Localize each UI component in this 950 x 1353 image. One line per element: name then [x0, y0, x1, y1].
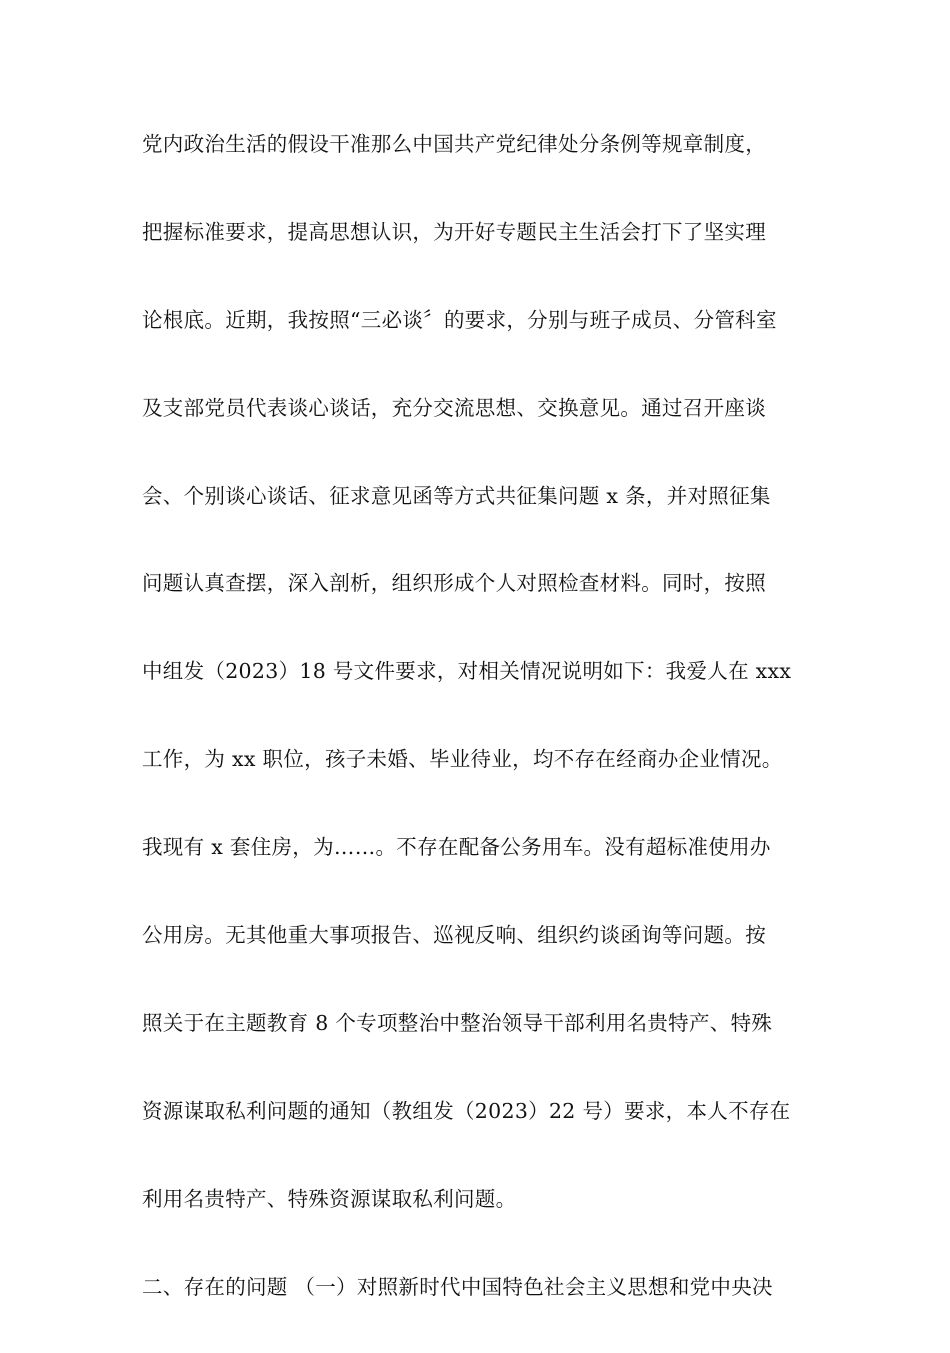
text-line: 工作，为 xx 职位，孩子未婚、毕业待业，均不存在经商办企业情况。	[142, 747, 783, 772]
text-line: 会、个别谈心谈话、征求意见函等方式共征集问题 x 条，并对照征集	[142, 483, 771, 508]
text-line: 论根底。近期，我按照“三必谈〞的要求，分别与班子成员、分管科室	[142, 307, 777, 332]
text-line: 及支部党员代表谈心谈话，充分交流思想、交换意见。通过召开座谈	[142, 395, 766, 420]
text-line: 把握标准要求，提高思想认识，为开好专题民主生活会打下了坚实理	[142, 219, 766, 244]
text-line: 中组发（2023）18 号文件要求，对相关情况说明如下：我爱人在 xxx	[142, 659, 792, 684]
text-line: 资源谋取私利问题的通知（教组发（2023）22 号）要求，本人不存在	[142, 1098, 791, 1123]
text-line: 问题认真查摆，深入剖析，组织形成个人对照检查材料。同时，按照	[142, 571, 766, 596]
text-line: 党内政治生活的假设干准那么中国共产党纪律处分条例等规章制度，	[142, 132, 766, 156]
text-line: 照关于在主题教育 8 个专项整治中整治领导干部利用名贵特产、特殊	[142, 1010, 773, 1035]
section-heading-line: 二、存在的问题 （一）对照新时代中国特色社会主义思想和党中央决	[142, 1274, 773, 1299]
text-line: 公用房。无其他重大事项报告、巡视反响、组织约谈函询等问题。按	[142, 923, 766, 948]
document-body	[142, 123, 822, 1353]
text-line: 我现有 x 套住房，为……。不存在配备公务用车。没有超标准使用办	[142, 835, 771, 860]
text-line: 利用名贵特产、特殊资源谋取私利问题。	[142, 1186, 517, 1211]
